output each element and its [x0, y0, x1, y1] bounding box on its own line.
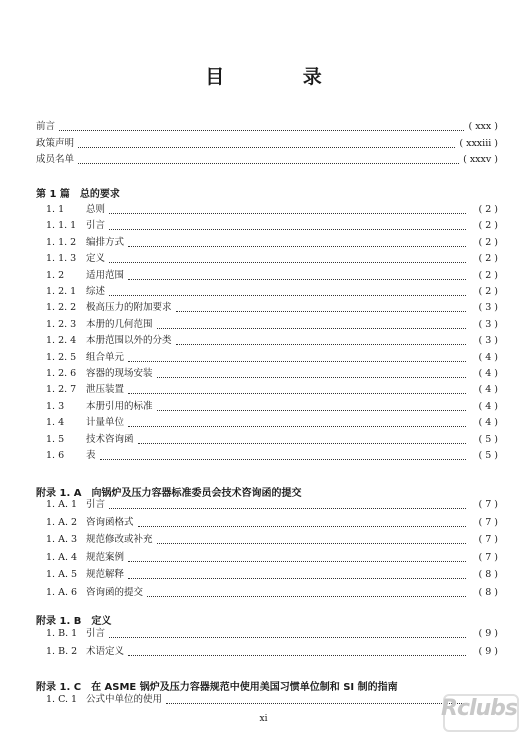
- toc-entry-number: 1. C. 1: [46, 694, 78, 705]
- toc-entry-preface: [36, 120, 498, 134]
- toc-entry: [46, 627, 498, 641]
- toc-entry-number: 1. A. 2: [46, 516, 78, 528]
- toc-entry-number: 1. A. 3: [46, 534, 78, 545]
- toc-entry-text: 引言: [86, 628, 106, 639]
- page-number: xi: [259, 714, 268, 724]
- section-title: 定义: [91, 616, 112, 627]
- toc-entry-number: 1. 2. 6: [46, 368, 77, 379]
- toc-entry: [46, 236, 498, 250]
- toc-entry: [46, 285, 498, 299]
- dot-leader: [109, 228, 466, 230]
- toc-entry-members: [36, 153, 498, 167]
- dot-leader: [157, 409, 466, 411]
- toc-entry-text: 计量单位: [86, 417, 125, 429]
- toc-entry-text: 适用范围: [86, 269, 125, 281]
- toc-entry-number: 1. A. 5: [46, 569, 78, 580]
- toc-entry: [46, 568, 498, 582]
- toc-entry-page: ( 2 ): [478, 236, 498, 248]
- toc-entry-page: ( 5 ): [478, 433, 498, 445]
- watermark-logo: [441, 692, 521, 732]
- toc-entry-number: 1. B. 2: [46, 645, 78, 657]
- toc-entry-page: ( 2 ): [478, 253, 498, 265]
- toc-entry-page: ( 7 ): [478, 516, 498, 528]
- toc-entry-number: 1. 4: [46, 417, 65, 429]
- dot-leader: [109, 636, 466, 638]
- toc-entry-page: ( xxxiii ): [459, 138, 498, 149]
- toc-entry-page: ( 2 ): [478, 269, 498, 281]
- toc-entry-text: 极高压力的附加要求: [86, 302, 172, 314]
- toc-entry-text: 综述: [86, 286, 106, 297]
- toc-entry-page: ( 2 ): [478, 286, 498, 297]
- toc-entry: [46, 351, 498, 365]
- toc-entry-text: 政策声明: [36, 138, 75, 149]
- watermark-text: Rclubs: [441, 696, 518, 721]
- toc-entry-text: 成员名单: [36, 154, 75, 165]
- dot-leader: [128, 577, 466, 579]
- toc-entry-text: 公式中单位的使用: [86, 694, 163, 705]
- section-heading-app1a: [36, 484, 301, 499]
- toc-entry: [46, 301, 498, 315]
- toc-entry-text: 表: [86, 450, 96, 461]
- toc-entry-page: ( 4 ): [478, 400, 498, 412]
- toc-entry-page: ( 8 ): [478, 586, 498, 598]
- toc-entry-page: ( 4 ): [478, 351, 498, 363]
- toc-entry-text: 规范解释: [86, 569, 125, 580]
- toc-entry-text: 总则: [86, 204, 106, 215]
- toc-entry-text: 组合单元: [86, 351, 125, 363]
- toc-entry: [46, 383, 498, 397]
- toc-entry: [46, 252, 498, 266]
- toc-entry-page: ( 2 ): [478, 204, 498, 215]
- toc-entry-number: 1. 3: [46, 400, 65, 412]
- toc-entry: [46, 498, 498, 512]
- toc-entry-page: ( 3 ): [478, 302, 498, 314]
- toc-entry: [46, 219, 498, 233]
- toc-entry-page: ( 9 ): [478, 628, 498, 639]
- dot-leader: [128, 278, 466, 280]
- dot-leader: [128, 425, 466, 427]
- toc-entry-number: 1. 2: [46, 269, 65, 281]
- page-title: 目 录: [205, 66, 358, 88]
- toc-entry-number: 1. 2. 4: [46, 335, 77, 347]
- dot-leader: [166, 702, 466, 704]
- toc-entry: [46, 400, 498, 414]
- section-number: 附录 1. B: [36, 616, 82, 627]
- dot-leader: [109, 294, 466, 296]
- toc-entry-page: ( 7 ): [478, 499, 498, 510]
- dot-leader: [176, 343, 466, 345]
- toc-entry: [46, 533, 498, 547]
- toc-entry-number: 1. A. 4: [46, 551, 78, 563]
- section-title: 在 ASME 锅炉及压力容器规范中使用美国习惯单位制和 SI 制的指南: [91, 682, 398, 693]
- toc-entry: [46, 416, 498, 430]
- toc-entry-page: ( 8 ): [478, 569, 498, 580]
- dot-leader: [157, 542, 466, 544]
- toc-entry: [46, 367, 498, 381]
- toc-entry: [46, 203, 498, 217]
- toc-entry-number: 1. 6: [46, 450, 65, 461]
- toc-entry-text: 本册引用的标准: [86, 400, 153, 412]
- toc-entry-text: 本册范围以外的分类: [86, 335, 172, 347]
- dot-leader: [128, 560, 466, 562]
- dot-leader: [128, 245, 466, 247]
- toc-entry-page: ( 4 ): [478, 417, 498, 429]
- toc-entry-text: 本册的几何范围: [86, 318, 153, 330]
- dot-leader: [128, 360, 466, 362]
- toc-entry-policy: [36, 137, 498, 151]
- toc-entry-text: 前言: [36, 121, 56, 132]
- toc-entry-text: 容器的现场安装: [86, 368, 153, 379]
- toc-entry-number: 1. 1. 1: [46, 220, 77, 232]
- dot-leader: [109, 507, 466, 509]
- section-heading-app1b: [36, 612, 111, 627]
- dot-leader: [100, 458, 466, 460]
- dot-leader: [176, 310, 466, 312]
- toc-entry: [46, 449, 498, 463]
- toc-entry: [46, 693, 498, 707]
- toc-entry: [46, 433, 498, 447]
- toc-entry-text: 咨询函的提交: [86, 586, 144, 598]
- toc-entry: [46, 269, 498, 283]
- toc-entry-text: 咨询函格式: [86, 516, 134, 528]
- section-heading-part1: [36, 185, 120, 200]
- toc-entry-page: ( xxx ): [468, 121, 498, 132]
- toc-entry-number: 1. A. 6: [46, 586, 78, 598]
- toc-entry-text: 定义: [86, 253, 106, 265]
- toc-entry-text: 规范案例: [86, 551, 125, 563]
- toc-entry-page: ( 4 ): [478, 384, 498, 396]
- toc-entry-number: 1. 1. 2: [46, 236, 77, 248]
- toc-entry-number: 1. 1: [46, 204, 65, 215]
- section-heading-app1c: [36, 678, 398, 693]
- section-number: 第 1 篇: [36, 189, 70, 200]
- toc-entry: [46, 334, 498, 348]
- toc-entry: [46, 516, 498, 530]
- toc-entry-number: 1. 1. 3: [46, 253, 77, 265]
- section-title: 总的要求: [79, 189, 120, 200]
- toc-entry-page: ( xxxv ): [463, 154, 498, 165]
- toc-entry: [46, 551, 498, 565]
- dot-leader: [147, 595, 466, 597]
- dot-leader: [78, 162, 459, 164]
- toc-entry-number: 1. 2. 3: [46, 318, 77, 330]
- toc-entry-page: ( 7 ): [478, 534, 498, 545]
- toc-entry-number: 1. B. 1: [46, 628, 78, 639]
- toc-entry-page: ( 2 ): [478, 220, 498, 232]
- dot-leader: [109, 261, 466, 263]
- toc-entry-text: 术语定义: [86, 645, 125, 657]
- toc-entry: [46, 586, 498, 600]
- toc-entry-text: 引言: [86, 499, 106, 510]
- dot-leader: [78, 146, 455, 148]
- toc-entry: [46, 318, 498, 332]
- dot-leader: [138, 442, 466, 444]
- toc-entry-number: 1. 2. 7: [46, 384, 77, 396]
- toc-entry-text: 泄压装置: [86, 384, 125, 396]
- toc-entry-number: 1. 2. 5: [46, 351, 77, 363]
- toc-entry-text: 技术咨询函: [86, 433, 134, 445]
- toc-entry-number: 1. 5: [46, 433, 65, 445]
- dot-leader: [157, 327, 466, 329]
- dot-leader: [59, 129, 464, 131]
- toc-entry-number: 1. A. 1: [46, 499, 78, 510]
- toc-entry-page: ( 9 ): [478, 645, 498, 657]
- toc-entry-page: ( 3 ): [478, 335, 498, 347]
- toc-entry-page: ( 3 ): [478, 318, 498, 330]
- dot-leader: [128, 654, 466, 656]
- section-title: 向锅炉及压力容器标准委员会技术咨询函的提交: [91, 488, 302, 499]
- section-number: 附录 1. C: [36, 682, 82, 693]
- toc-entry-page: ( 7 ): [478, 551, 498, 563]
- toc-entry-number: 1. 2. 1: [46, 286, 77, 297]
- dot-leader: [157, 376, 466, 378]
- toc-entry-page: ( 5 ): [478, 450, 498, 461]
- section-number: 附录 1. A: [36, 488, 82, 499]
- toc-entry: [46, 645, 498, 659]
- dot-leader: [109, 212, 466, 214]
- toc-entry-text: 规范修改或补充: [86, 534, 153, 545]
- dot-leader: [138, 525, 466, 527]
- toc-entry-page: ( 4 ): [478, 368, 498, 379]
- toc-entry-number: 1. 2. 2: [46, 302, 77, 314]
- dot-leader: [128, 392, 466, 394]
- toc-entry-text: 编排方式: [86, 236, 125, 248]
- toc-entry-text: 引言: [86, 220, 106, 232]
